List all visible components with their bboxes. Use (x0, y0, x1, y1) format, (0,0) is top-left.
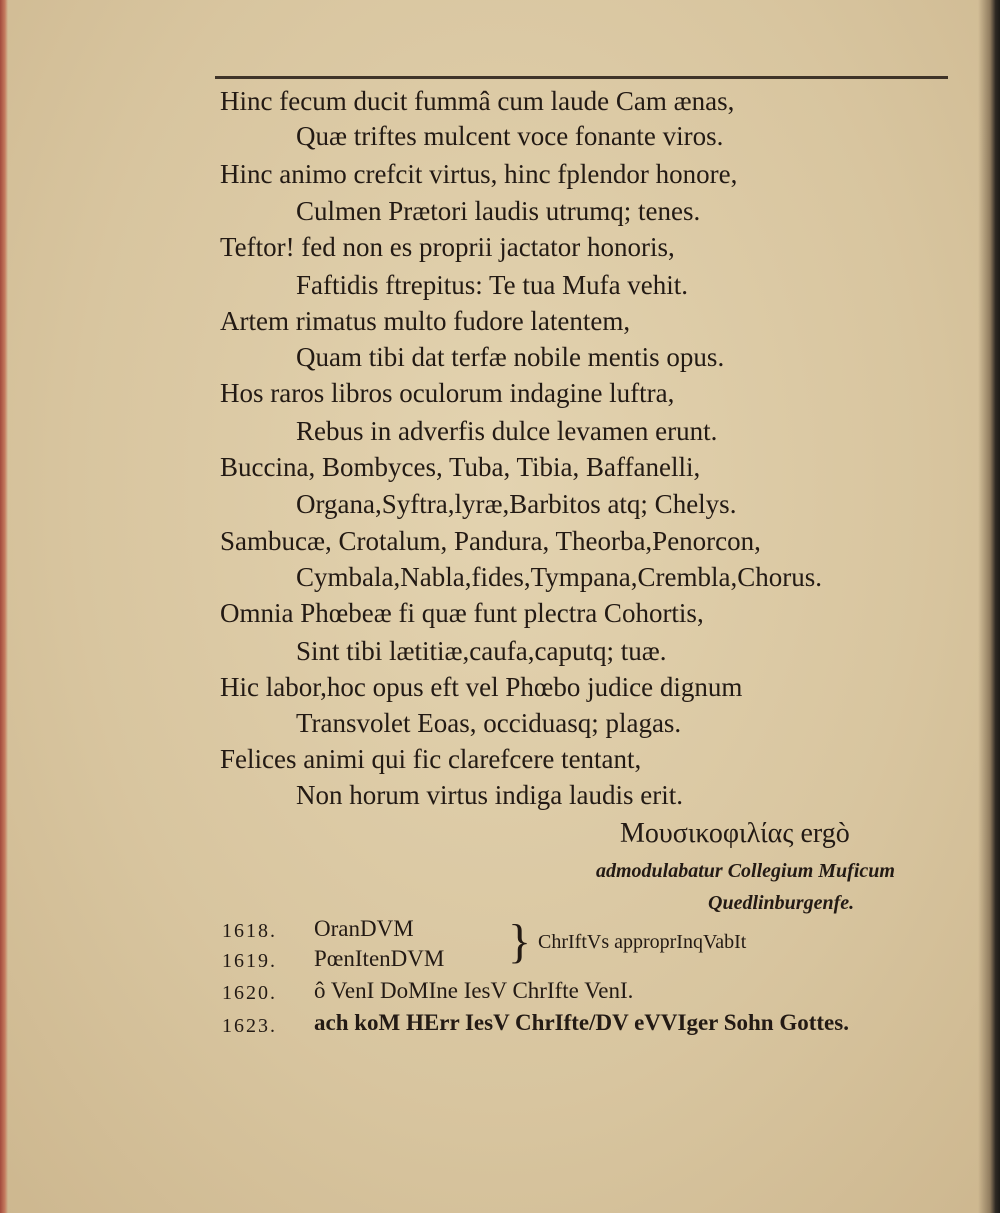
chronogram-text: PœnItenDVM (314, 946, 445, 971)
chronogram-text: ô VenI DoMIne IesV ChrIfte VenI. (314, 978, 634, 1003)
verse-line: Quam tibi dat terfæ nobile mentis opus. (296, 342, 725, 372)
curly-brace-icon: } (508, 915, 532, 968)
verse-line: Quæ triftes mulcent voce fonante viros. (296, 121, 724, 151)
page-left-edge (0, 0, 8, 1213)
page-gutter-shadow (978, 0, 1000, 1213)
verse-line: Sambucæ, Crotalum, Pandura, Theorba,Penorcon, (220, 526, 761, 556)
signature-line: admodulabatur Collegium Muficum (596, 860, 895, 882)
chronogram-year: 1619. (222, 950, 277, 972)
verse-line: Hinc fecum ducit fummâ cum laude Cam ænas, (220, 86, 735, 116)
brace-annotation: ChrIftVs approprInqVabIt (538, 931, 747, 953)
top-rule (215, 76, 948, 79)
verse-line: Culmen Prætori laudis utrumq; tenes. (296, 196, 701, 226)
chronogram-year: 1620. (222, 982, 277, 1004)
verse-line: Buccina, Bombyces, Tuba, Tibia, Baffanelli, (220, 452, 701, 482)
chronogram-text: OranDVM (314, 916, 414, 941)
verse-line: Felices animi qui fic clarefcere tentant, (220, 744, 642, 774)
signature-line: Quedlinburgenfe. (708, 892, 855, 914)
verse-line: Non horum virtus indiga laudis erit. (296, 780, 683, 810)
chronogram-year: 1618. (222, 920, 277, 942)
chronogram-text: ach koM HErr IesV ChrIfte/DV eVVIger Sohn Gottes. (314, 1010, 849, 1035)
verse-line: Transvolet Eoas, occiduasq; plagas. (296, 708, 682, 738)
verse-line: Hic labor,hoc opus eft vel Phœbo judice dignum (220, 672, 743, 702)
verse-line: Organa,Syftra,lyræ,Barbitos atq; Chelys. (296, 489, 737, 519)
verse-line: Artem rimatus multo fudore latentem, (220, 306, 631, 336)
verse-line: Omnia Phœbeæ fi quæ funt plectra Cohortis, (220, 598, 704, 628)
verse-line: Teftor! fed non es proprii jactator honoris, (220, 232, 675, 262)
verse-line: Hos raros libros oculorum indagine luftra, (220, 378, 675, 408)
chronogram-year: 1623. (222, 1015, 277, 1037)
verse-line: Cymbala,Nabla,fides,Tympana,Crembla,Chorus. (296, 562, 822, 592)
verse-line: Hinc animo crefcit virtus, hinc fplendor honore, (220, 159, 738, 189)
verse-line: Sint tibi lætitiæ,caufa,caputq; tuæ. (296, 636, 667, 666)
signature-line: Μουσικοφιλίας ergò (620, 818, 850, 849)
verse-line: Rebus in adverfis dulce levamen erunt. (296, 416, 718, 446)
verse-line: Faftidis ftrepitus: Te tua Mufa vehit. (296, 270, 689, 300)
